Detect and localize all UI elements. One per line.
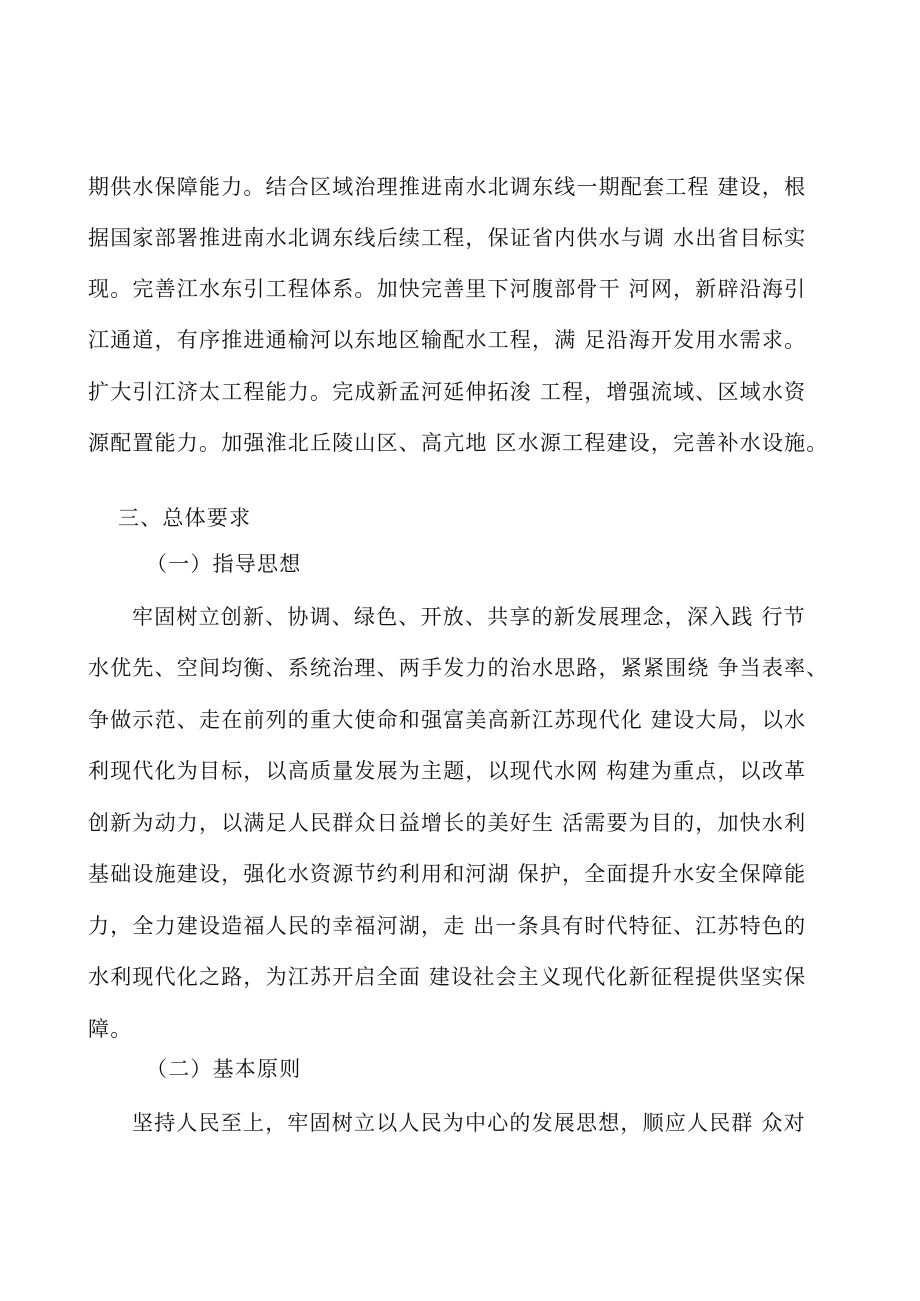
text-line: 力，全力建设造福人民的幸福河湖，走 出一条具有时代特征、江苏特色的 [88, 914, 807, 938]
text-line: 水优先、空间均衡、系统治理、两手发力的治水思路，紧紧围绕 争当表率、 [88, 656, 829, 680]
text-line: 利现代化为目标，以高质量发展为主题，以现代水网 构建为重点，以改革 [88, 759, 807, 783]
text-line: 创新为动力，以满足人民群众日益增长的美好生 活需要为目的，加快水利 [88, 811, 807, 835]
text-line: 障。 [88, 1017, 133, 1041]
text-line: 据国家部署推进南水北调东线后续工程，保证省内供水与调 水出省目标实 [88, 226, 807, 250]
text-line: 坚持人民至上，牢固树立以人民为中心的发展思想，顺应人民群 众对 [132, 1111, 806, 1135]
text-line: 牢固树立创新、协调、绿色、开放、共享的新发展理念，深入践 行节 [132, 605, 806, 629]
text-line: 水利现代化之路，为江苏开启全面 建设社会主义现代化新征程提供坚实保 [88, 965, 807, 989]
text-line: 源配置能力。加强淮北丘陵山区、高亢地 区水源工程建设，完善补水设施。 [88, 431, 829, 455]
text-line: 江通道，有序推进通榆河以东地区输配水工程，满 足沿海开发用水需求。 [88, 328, 807, 352]
text-line: 基础设施建设，强化水资源节约利用和河湖 保护，全面提升水安全保障能 [88, 862, 807, 886]
section-heading: 三、总体要求 [118, 506, 252, 530]
subsection-heading: （二）基本原则 [146, 1057, 302, 1081]
text-line: 扩大引江济太工程能力。完成新孟河延伸拓浚 工程，增强流域、区域水资 [88, 380, 807, 404]
text-line: 期供水保障能力。结合区域治理推进南水北调东线一期配套工程 建设，根 [88, 175, 807, 199]
text-line: 争做示范、走在前列的重大使命和强富美高新江苏现代化 建设大局，以水 [88, 708, 807, 732]
text-line: 现。完善江水东引工程体系。加快完善里下河腹部骨干 河网，新辟沿海引 [88, 277, 807, 301]
subsection-heading: （一）指导思想 [146, 552, 302, 576]
